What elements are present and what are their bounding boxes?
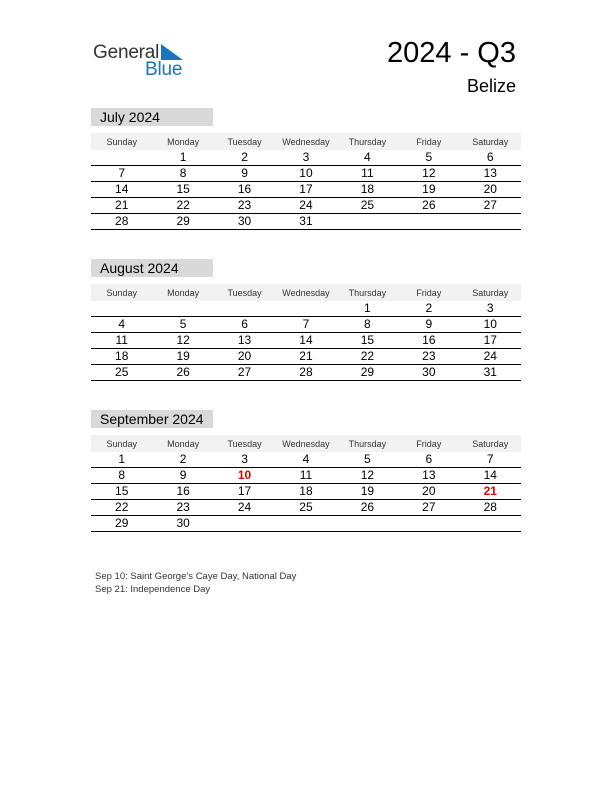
month-september xyxy=(91,410,521,532)
day-cell: 28 xyxy=(460,500,521,516)
weekday-header: Monday xyxy=(152,133,213,150)
day-cell: 26 xyxy=(398,198,459,214)
day-cell: 31 xyxy=(275,214,336,230)
day-cell: 8 xyxy=(152,166,213,182)
day-cell: 14 xyxy=(275,333,336,349)
day-cell: 24 xyxy=(214,500,275,516)
day-cell: 29 xyxy=(337,365,398,381)
day-cell: 21 xyxy=(275,349,336,365)
holiday-day-cell: 21 xyxy=(460,484,521,500)
day-cell: 9 xyxy=(214,166,275,182)
day-cell: 6 xyxy=(460,150,521,166)
day-cell: 2 xyxy=(214,150,275,166)
day-cell: 13 xyxy=(214,333,275,349)
empty-day-cell xyxy=(275,516,336,532)
day-cell: 26 xyxy=(152,365,213,381)
day-cell: 29 xyxy=(91,516,152,532)
day-cell: 17 xyxy=(460,333,521,349)
day-cell: 31 xyxy=(460,365,521,381)
day-cell: 1 xyxy=(337,301,398,317)
weekday-header: Saturday xyxy=(460,133,521,150)
day-cell: 6 xyxy=(214,317,275,333)
day-cell: 21 xyxy=(91,198,152,214)
holiday-note: Sep 21: Independence Day xyxy=(95,584,211,595)
month-july xyxy=(91,108,521,230)
day-cell: 15 xyxy=(152,182,213,198)
week-row xyxy=(91,516,521,532)
week-row xyxy=(91,468,521,484)
day-cell: 24 xyxy=(460,349,521,365)
weekday-header: Friday xyxy=(398,284,459,301)
empty-day-cell xyxy=(337,214,398,230)
day-cell: 14 xyxy=(460,468,521,484)
day-cell: 10 xyxy=(275,166,336,182)
day-cell: 12 xyxy=(337,468,398,484)
calendar-grid xyxy=(91,284,521,381)
week-row xyxy=(91,500,521,516)
day-cell: 26 xyxy=(337,500,398,516)
weekday-header: Saturday xyxy=(460,284,521,301)
day-cell: 5 xyxy=(152,317,213,333)
weekday-header: Tuesday xyxy=(214,435,275,452)
day-cell: 17 xyxy=(214,484,275,500)
day-cell: 18 xyxy=(91,349,152,365)
day-cell: 22 xyxy=(152,198,213,214)
empty-day-cell xyxy=(337,516,398,532)
empty-day-cell xyxy=(214,301,275,317)
week-row xyxy=(91,182,521,198)
day-cell: 29 xyxy=(152,214,213,230)
day-cell: 20 xyxy=(398,484,459,500)
week-row xyxy=(91,365,521,381)
day-cell: 17 xyxy=(275,182,336,198)
day-cell: 18 xyxy=(337,182,398,198)
day-cell: 19 xyxy=(337,484,398,500)
day-cell: 11 xyxy=(275,468,336,484)
day-cell: 7 xyxy=(275,317,336,333)
day-cell: 12 xyxy=(152,333,213,349)
day-cell: 5 xyxy=(398,150,459,166)
day-cell: 8 xyxy=(337,317,398,333)
month-august xyxy=(91,259,521,381)
day-cell: 10 xyxy=(460,317,521,333)
day-cell: 23 xyxy=(152,500,213,516)
week-row xyxy=(91,214,521,230)
week-row xyxy=(91,349,521,365)
day-cell: 13 xyxy=(460,166,521,182)
day-cell: 18 xyxy=(275,484,336,500)
day-cell: 22 xyxy=(91,500,152,516)
day-cell: 11 xyxy=(91,333,152,349)
weekday-header: Wednesday xyxy=(275,435,336,452)
empty-day-cell xyxy=(91,150,152,166)
weekday-header: Monday xyxy=(152,284,213,301)
weekday-header: Monday xyxy=(152,435,213,452)
day-cell: 24 xyxy=(275,198,336,214)
day-cell: 30 xyxy=(152,516,213,532)
month-title: August 2024 xyxy=(91,259,213,277)
week-row xyxy=(91,150,521,166)
day-cell: 2 xyxy=(152,452,213,468)
day-cell: 4 xyxy=(275,452,336,468)
day-cell: 28 xyxy=(91,214,152,230)
day-cell: 7 xyxy=(460,452,521,468)
day-cell: 23 xyxy=(398,349,459,365)
generalblue-logo xyxy=(93,40,193,80)
empty-day-cell xyxy=(91,301,152,317)
day-cell: 28 xyxy=(275,365,336,381)
day-cell: 1 xyxy=(152,150,213,166)
day-cell: 7 xyxy=(91,166,152,182)
empty-day-cell xyxy=(214,516,275,532)
day-cell: 3 xyxy=(275,150,336,166)
day-cell: 23 xyxy=(214,198,275,214)
calendar-grid xyxy=(91,133,521,230)
weekday-header: Friday xyxy=(398,133,459,150)
weekday-header: Friday xyxy=(398,435,459,452)
day-cell: 12 xyxy=(398,166,459,182)
weekday-header: Saturday xyxy=(460,435,521,452)
empty-day-cell xyxy=(398,214,459,230)
week-row xyxy=(91,198,521,214)
day-cell: 4 xyxy=(337,150,398,166)
empty-day-cell xyxy=(398,516,459,532)
day-cell: 25 xyxy=(337,198,398,214)
week-row xyxy=(91,452,521,468)
day-cell: 19 xyxy=(152,349,213,365)
day-cell: 1 xyxy=(91,452,152,468)
weekday-header: Wednesday xyxy=(275,284,336,301)
empty-day-cell xyxy=(460,214,521,230)
day-cell: 19 xyxy=(398,182,459,198)
weekday-header: Thursday xyxy=(337,435,398,452)
empty-day-cell xyxy=(275,301,336,317)
month-title: September 2024 xyxy=(91,410,213,428)
day-cell: 16 xyxy=(152,484,213,500)
weekday-header: Sunday xyxy=(91,284,152,301)
day-cell: 27 xyxy=(214,365,275,381)
week-row xyxy=(91,301,521,317)
weekday-header: Thursday xyxy=(337,133,398,150)
weekday-header: Tuesday xyxy=(214,133,275,150)
day-cell: 27 xyxy=(460,198,521,214)
day-cell: 4 xyxy=(91,317,152,333)
holiday-notes xyxy=(95,570,296,596)
day-cell: 9 xyxy=(152,468,213,484)
day-cell: 6 xyxy=(398,452,459,468)
day-cell: 20 xyxy=(460,182,521,198)
day-cell: 16 xyxy=(398,333,459,349)
weekday-header: Thursday xyxy=(337,284,398,301)
logo-triangle-icon xyxy=(161,44,183,60)
weekday-header: Sunday xyxy=(91,133,152,150)
weekday-header: Wednesday xyxy=(275,133,336,150)
day-cell: 5 xyxy=(337,452,398,468)
day-cell: 11 xyxy=(337,166,398,182)
week-row xyxy=(91,333,521,349)
logo-text-general: General xyxy=(93,42,160,63)
empty-day-cell xyxy=(152,301,213,317)
country-name: Belize xyxy=(466,76,516,96)
day-cell: 22 xyxy=(337,349,398,365)
day-cell: 30 xyxy=(214,214,275,230)
calendar-grid xyxy=(91,435,521,532)
day-cell: 15 xyxy=(91,484,152,500)
day-cell: 13 xyxy=(398,468,459,484)
empty-day-cell xyxy=(460,516,521,532)
day-cell: 20 xyxy=(214,349,275,365)
week-row xyxy=(91,484,521,500)
logo-text-blue: Blue xyxy=(145,59,183,80)
day-cell: 8 xyxy=(91,468,152,484)
weekday-header: Sunday xyxy=(91,435,152,452)
day-cell: 25 xyxy=(275,500,336,516)
week-row xyxy=(91,166,521,182)
day-cell: 30 xyxy=(398,365,459,381)
day-cell: 16 xyxy=(214,182,275,198)
holiday-day-cell: 10 xyxy=(214,468,275,484)
day-cell: 3 xyxy=(214,452,275,468)
day-cell: 3 xyxy=(460,301,521,317)
day-cell: 2 xyxy=(398,301,459,317)
holiday-note: Sep 10: Saint George’s Caye Day, National Day xyxy=(95,571,297,582)
month-title: July 2024 xyxy=(91,108,213,126)
day-cell: 15 xyxy=(337,333,398,349)
weekday-header: Tuesday xyxy=(214,284,275,301)
day-cell: 14 xyxy=(91,182,152,198)
page-title: 2024 - Q3 xyxy=(387,37,516,69)
week-row xyxy=(91,317,521,333)
day-cell: 25 xyxy=(91,365,152,381)
day-cell: 9 xyxy=(398,317,459,333)
day-cell: 27 xyxy=(398,500,459,516)
